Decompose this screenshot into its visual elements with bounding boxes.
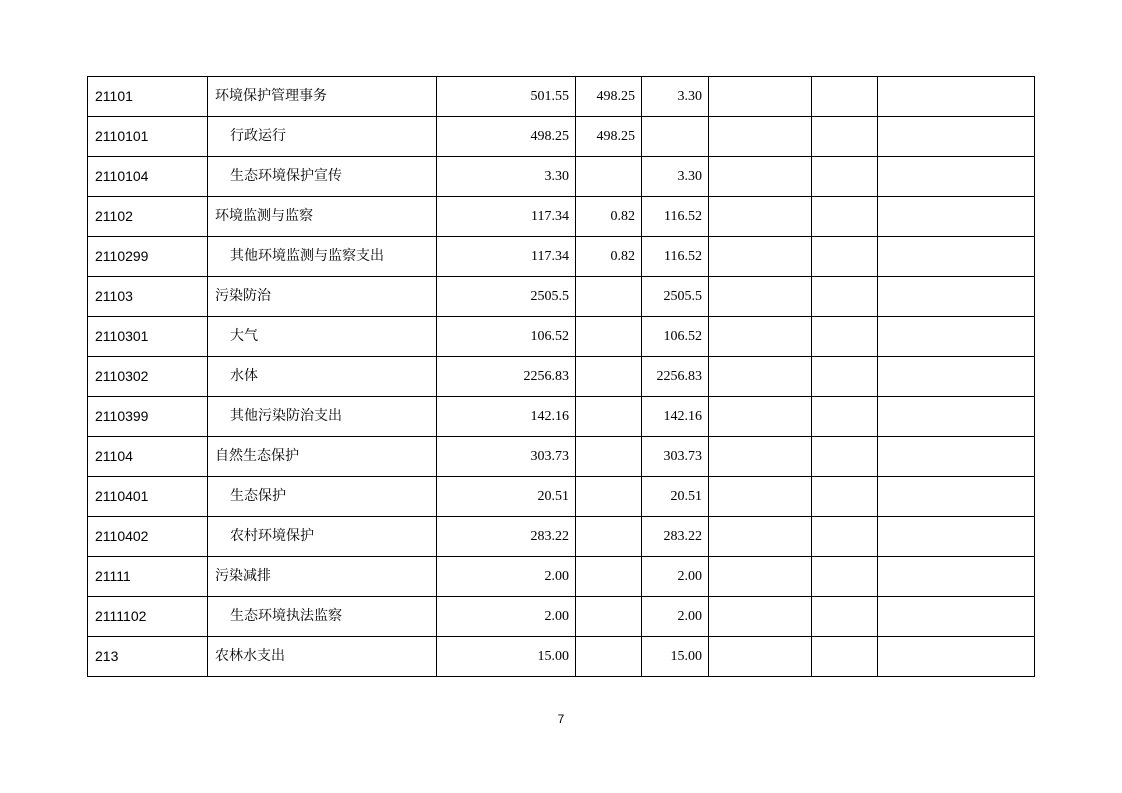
subject-code-cell: 21111 (88, 557, 208, 597)
empty-cell (709, 237, 812, 277)
empty-cell (812, 437, 878, 477)
subject-name-cell: 生态环境执法监察 (208, 597, 437, 637)
subject-name-cell: 大气 (208, 317, 437, 357)
project-expenditure-cell: 106.52 (642, 317, 709, 357)
project-expenditure-cell: 303.73 (642, 437, 709, 477)
basic-expenditure-cell: 0.82 (576, 237, 642, 277)
total-cell: 142.16 (437, 397, 576, 437)
total-cell: 2256.83 (437, 357, 576, 397)
empty-cell (812, 357, 878, 397)
table-body (88, 77, 1035, 677)
empty-cell (812, 477, 878, 517)
total-cell: 106.52 (437, 317, 576, 357)
project-expenditure-cell: 2.00 (642, 597, 709, 637)
empty-cell (878, 517, 1035, 557)
subject-name-cell: 农村环境保护 (208, 517, 437, 557)
subject-name-cell: 行政运行 (208, 117, 437, 157)
basic-expenditure-cell (576, 397, 642, 437)
subject-code-cell: 2111102 (88, 597, 208, 637)
empty-cell (878, 77, 1035, 117)
project-expenditure-cell: 142.16 (642, 397, 709, 437)
project-expenditure-cell (642, 117, 709, 157)
empty-cell (812, 117, 878, 157)
total-cell: 2505.5 (437, 277, 576, 317)
subject-name-cell: 自然生态保护 (208, 437, 437, 477)
empty-cell (812, 317, 878, 357)
project-expenditure-cell: 2256.83 (642, 357, 709, 397)
table-row (88, 357, 1035, 397)
empty-cell (812, 597, 878, 637)
basic-expenditure-cell (576, 477, 642, 517)
empty-cell (878, 197, 1035, 237)
empty-cell (709, 557, 812, 597)
basic-expenditure-cell: 0.82 (576, 197, 642, 237)
subject-code-cell: 2110101 (88, 117, 208, 157)
empty-cell (878, 437, 1035, 477)
table-row (88, 637, 1035, 677)
empty-cell (878, 317, 1035, 357)
empty-cell (878, 117, 1035, 157)
empty-cell (709, 157, 812, 197)
empty-cell (812, 637, 878, 677)
subject-name-cell: 污染减排 (208, 557, 437, 597)
table-row (88, 157, 1035, 197)
empty-cell (878, 237, 1035, 277)
basic-expenditure-cell (576, 357, 642, 397)
subject-code-cell: 2110402 (88, 517, 208, 557)
total-cell: 3.30 (437, 157, 576, 197)
empty-cell (878, 277, 1035, 317)
empty-cell (709, 477, 812, 517)
project-expenditure-cell: 116.52 (642, 237, 709, 277)
subject-code-cell: 21104 (88, 437, 208, 477)
subject-name-cell: 农林水支出 (208, 637, 437, 677)
basic-expenditure-cell (576, 157, 642, 197)
subject-code-cell: 21103 (88, 277, 208, 317)
subject-code-cell: 2110399 (88, 397, 208, 437)
total-cell: 117.34 (437, 197, 576, 237)
project-expenditure-cell: 283.22 (642, 517, 709, 557)
table-row (88, 77, 1035, 117)
table-row (88, 517, 1035, 557)
subject-code-cell: 21102 (88, 197, 208, 237)
subject-name-cell: 水体 (208, 357, 437, 397)
basic-expenditure-cell (576, 317, 642, 357)
total-cell: 2.00 (437, 597, 576, 637)
empty-cell (812, 237, 878, 277)
table-row (88, 277, 1035, 317)
basic-expenditure-cell: 498.25 (576, 117, 642, 157)
total-cell: 283.22 (437, 517, 576, 557)
subject-code-cell: 21101 (88, 77, 208, 117)
empty-cell (709, 117, 812, 157)
total-cell: 303.73 (437, 437, 576, 477)
total-cell: 15.00 (437, 637, 576, 677)
empty-cell (709, 397, 812, 437)
empty-cell (878, 597, 1035, 637)
table-row (88, 237, 1035, 277)
project-expenditure-cell: 2.00 (642, 557, 709, 597)
basic-expenditure-cell (576, 557, 642, 597)
empty-cell (878, 557, 1035, 597)
table-row (88, 477, 1035, 517)
project-expenditure-cell: 20.51 (642, 477, 709, 517)
subject-code-cell: 2110302 (88, 357, 208, 397)
project-expenditure-cell: 15.00 (642, 637, 709, 677)
table-row (88, 437, 1035, 477)
empty-cell (812, 517, 878, 557)
empty-cell (709, 637, 812, 677)
subject-name-cell: 其他污染防治支出 (208, 397, 437, 437)
table-row (88, 597, 1035, 637)
empty-cell (709, 197, 812, 237)
empty-cell (812, 397, 878, 437)
total-cell: 2.00 (437, 557, 576, 597)
subject-name-cell: 生态保护 (208, 477, 437, 517)
total-cell: 20.51 (437, 477, 576, 517)
total-cell: 117.34 (437, 237, 576, 277)
empty-cell (878, 477, 1035, 517)
subject-code-cell: 2110104 (88, 157, 208, 197)
subject-code-cell: 213 (88, 637, 208, 677)
empty-cell (812, 557, 878, 597)
subject-name-cell: 生态环境保护宣传 (208, 157, 437, 197)
subject-name-cell: 环境保护管理事务 (208, 77, 437, 117)
basic-expenditure-cell (576, 597, 642, 637)
project-expenditure-cell: 3.30 (642, 77, 709, 117)
subject-name-cell: 污染防治 (208, 277, 437, 317)
empty-cell (709, 597, 812, 637)
empty-cell (812, 197, 878, 237)
total-cell: 501.55 (437, 77, 576, 117)
table-row (88, 557, 1035, 597)
empty-cell (709, 517, 812, 557)
empty-cell (878, 637, 1035, 677)
table-row (88, 197, 1035, 237)
empty-cell (709, 357, 812, 397)
empty-cell (812, 77, 878, 117)
basic-expenditure-cell (576, 637, 642, 677)
page-number: 7 (557, 712, 565, 726)
subject-code-cell: 2110401 (88, 477, 208, 517)
empty-cell (812, 277, 878, 317)
subject-code-cell: 2110299 (88, 237, 208, 277)
subject-code-cell: 2110301 (88, 317, 208, 357)
basic-expenditure-cell (576, 277, 642, 317)
basic-expenditure-cell (576, 437, 642, 477)
total-cell: 498.25 (437, 117, 576, 157)
project-expenditure-cell: 2505.5 (642, 277, 709, 317)
table-row (88, 117, 1035, 157)
project-expenditure-cell: 3.30 (642, 157, 709, 197)
empty-cell (709, 277, 812, 317)
subject-name-cell: 环境监测与监察 (208, 197, 437, 237)
basic-expenditure-cell (576, 517, 642, 557)
empty-cell (709, 77, 812, 117)
subject-name-cell: 其他环境监测与监察支出 (208, 237, 437, 277)
empty-cell (878, 157, 1035, 197)
table-row (88, 317, 1035, 357)
expenditure-table (87, 76, 1035, 677)
empty-cell (709, 317, 812, 357)
table-row (88, 397, 1035, 437)
empty-cell (709, 437, 812, 477)
project-expenditure-cell: 116.52 (642, 197, 709, 237)
empty-cell (812, 157, 878, 197)
basic-expenditure-cell: 498.25 (576, 77, 642, 117)
empty-cell (878, 357, 1035, 397)
empty-cell (878, 397, 1035, 437)
